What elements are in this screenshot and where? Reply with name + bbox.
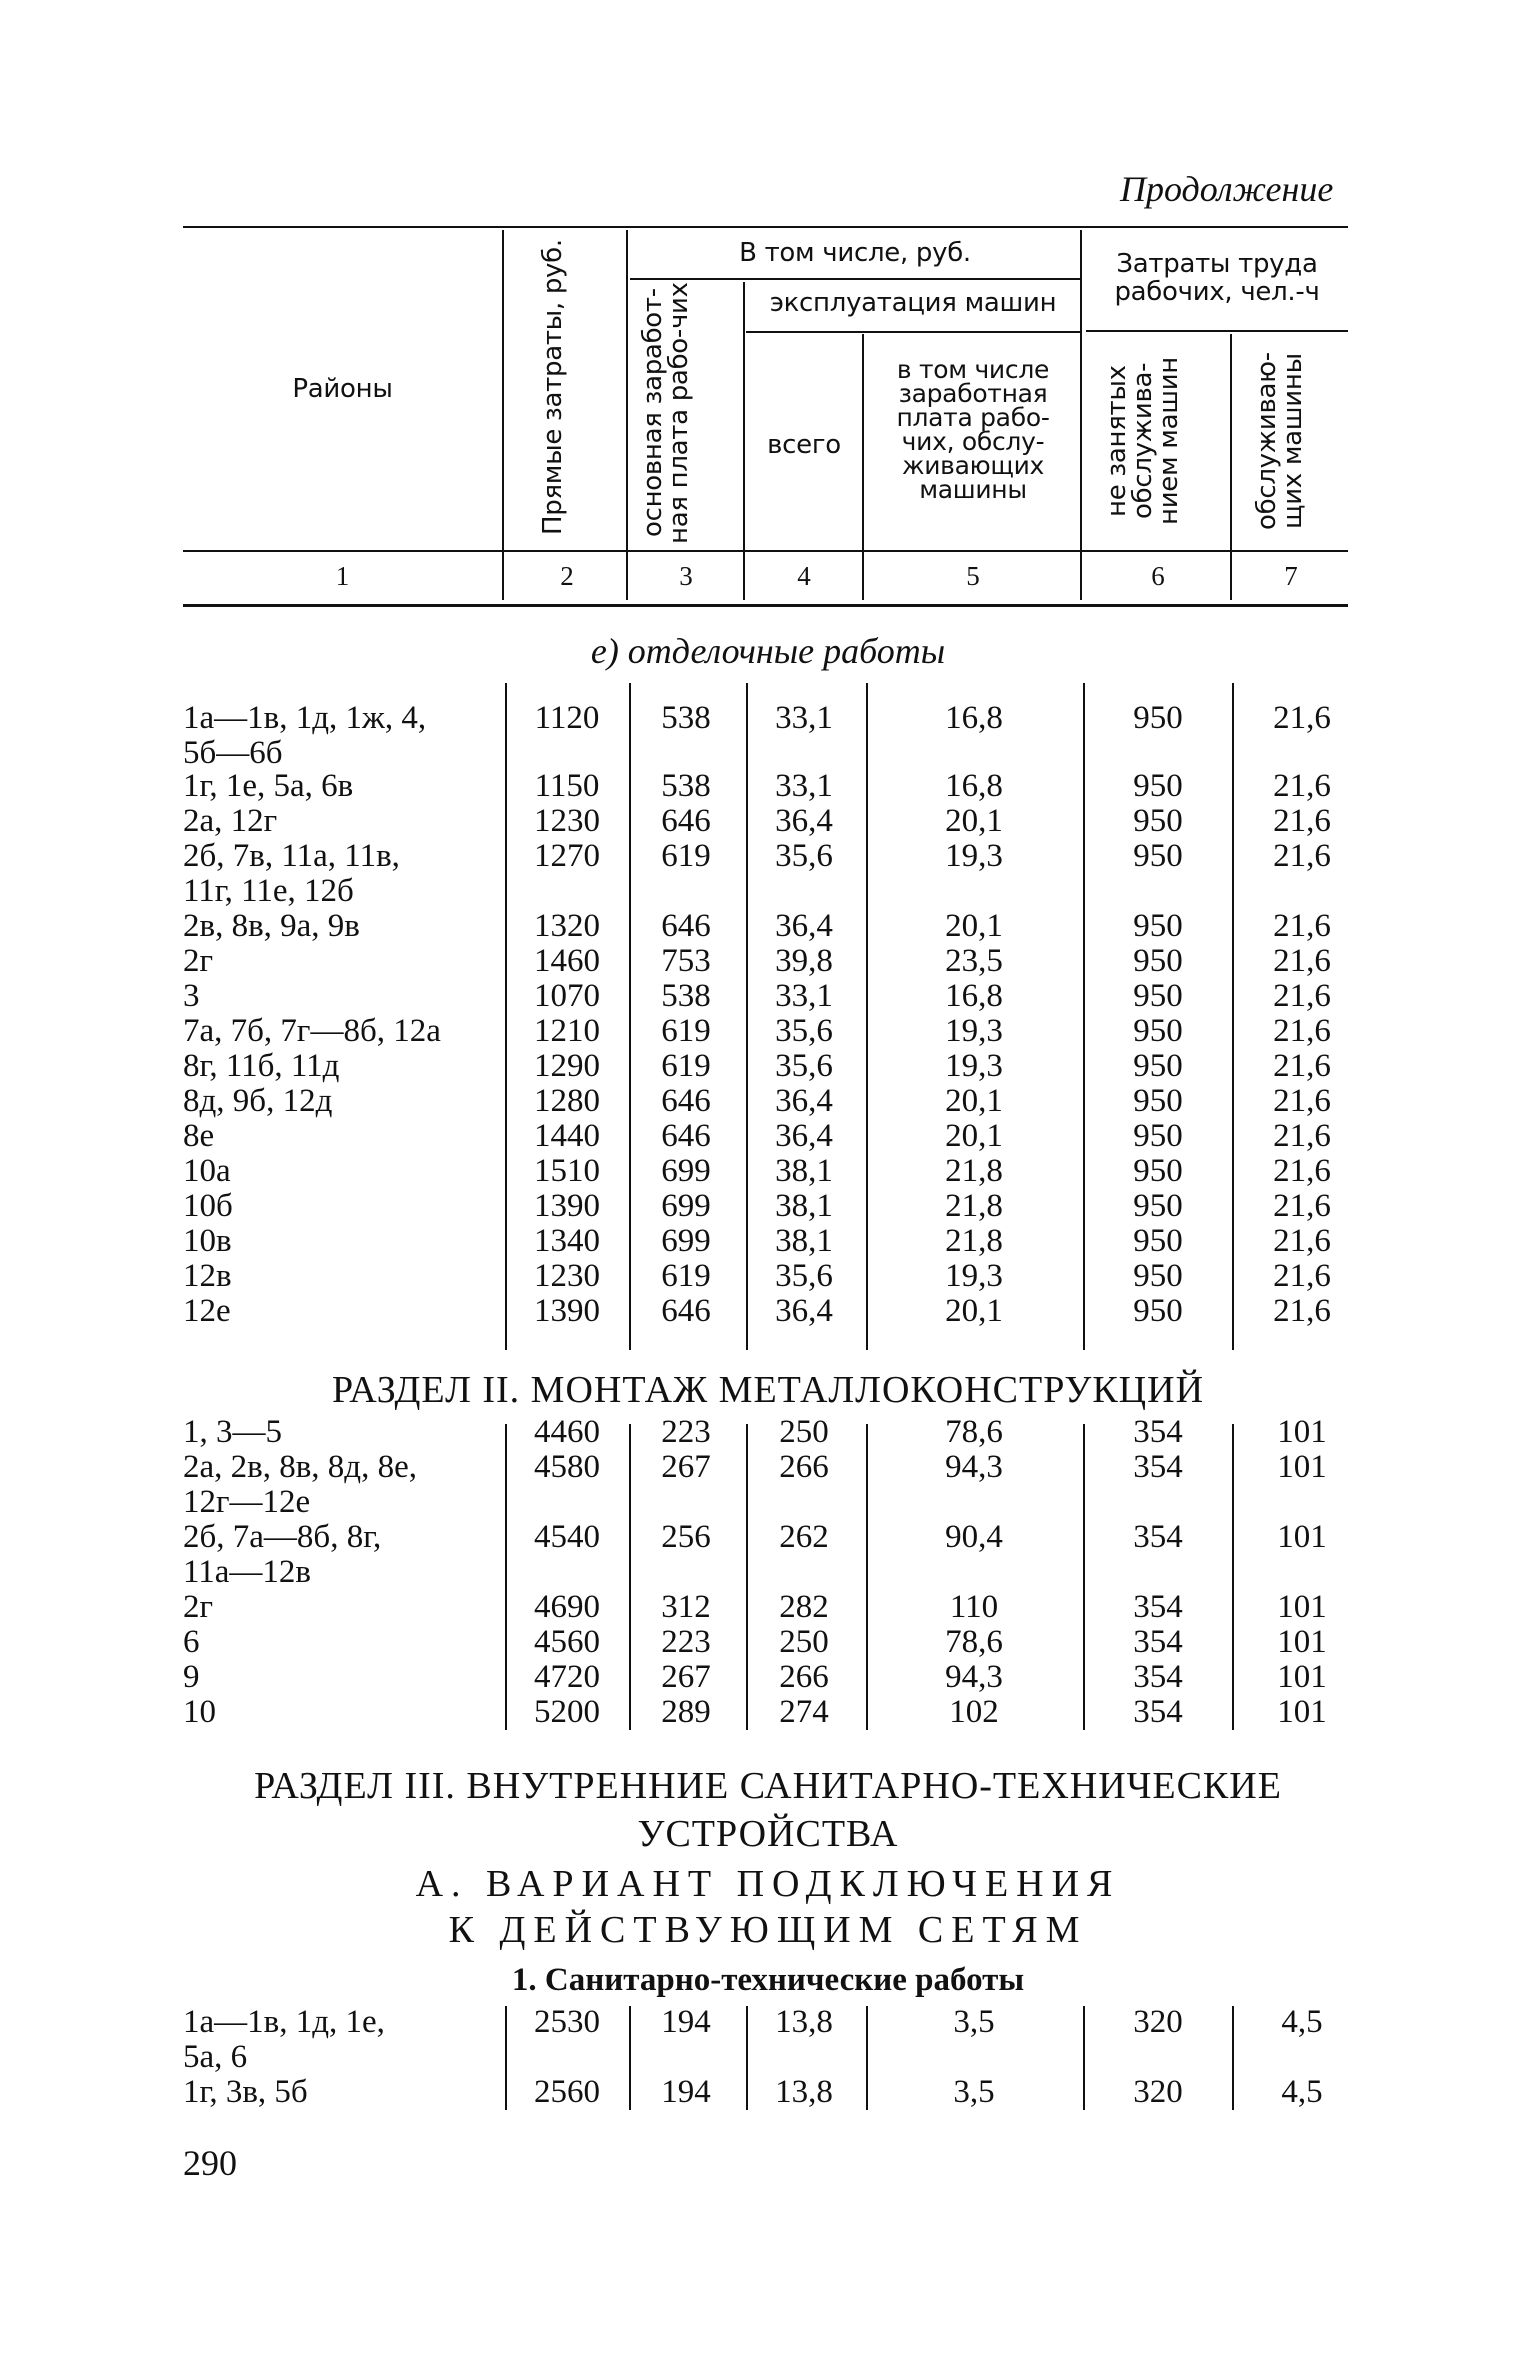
table-row: [0, 768, 1536, 803]
col-number-1: 1: [335, 561, 350, 591]
district-cell: 3: [183, 978, 200, 1014]
value-cell: 646: [661, 1083, 711, 1119]
table-row: [0, 1223, 1536, 1258]
header-labor-costs: Затраты труда рабочих, чел.-ч: [1114, 249, 1320, 307]
value-cell: 194: [661, 2074, 711, 2110]
table-row: [0, 1013, 1536, 1048]
value-cell: 4,5: [1281, 2074, 1323, 2110]
value-cell: 1120: [534, 700, 600, 736]
value-cell: 90,4: [945, 1519, 1003, 1555]
value-cell: 101: [1277, 1414, 1327, 1450]
value-cell: 950: [1133, 768, 1183, 804]
value-cell: 289: [661, 1694, 711, 1730]
value-cell: 101: [1277, 1589, 1327, 1625]
value-cell: 950: [1133, 1293, 1183, 1329]
value-cell: 354: [1133, 1694, 1183, 1730]
value-cell: 35,6: [775, 1013, 833, 1049]
col-divider-3: [743, 282, 745, 600]
col-number-3: 3: [679, 561, 693, 591]
value-cell: 21,6: [1273, 978, 1331, 1014]
value-cell: 1210: [534, 1013, 600, 1049]
table-row: [0, 1414, 1536, 1449]
value-cell: 1440: [534, 1118, 600, 1154]
district-cell: 9: [183, 1659, 200, 1695]
value-cell: 1460: [534, 943, 600, 979]
col-divider-6: [1230, 334, 1232, 600]
district-cell: 2г: [183, 943, 214, 979]
column-rule: [746, 1424, 748, 1730]
value-cell: 4690: [534, 1589, 600, 1625]
value-cell: 38,1: [775, 1153, 833, 1189]
value-cell: 20,1: [945, 803, 1003, 839]
value-cell: 21,6: [1273, 1083, 1331, 1119]
value-cell: 36,4: [775, 1118, 833, 1154]
district-cell: 10: [183, 1694, 216, 1730]
value-cell: 101: [1277, 1659, 1327, 1695]
value-cell: 13,8: [775, 2004, 833, 2040]
value-cell: 950: [1133, 943, 1183, 979]
continuation-label: Продолжение: [1120, 169, 1334, 209]
district-cell: 8д, 9б, 12д: [183, 1083, 333, 1119]
header-base-wage: основная заработ-ная плата рабо-чих: [638, 282, 694, 544]
value-cell: 19,3: [945, 1048, 1003, 1084]
variant-title-line1: А. ВАРИАНТ ПОДКЛЮЧЕНИЯ: [415, 1863, 1121, 1905]
value-cell: 699: [661, 1153, 711, 1189]
col-divider-2: [626, 230, 628, 600]
table-row: [0, 1153, 1536, 1188]
header-machine-operation: эксплуатация машин: [769, 288, 1057, 318]
value-cell: 21,6: [1273, 700, 1331, 736]
value-cell: 950: [1133, 1013, 1183, 1049]
value-cell: 101: [1277, 1694, 1327, 1730]
district-cell: 8е: [183, 1118, 215, 1154]
value-cell: 1280: [534, 1083, 600, 1119]
value-cell: 950: [1133, 1153, 1183, 1189]
value-cell: 619: [661, 1013, 711, 1049]
col-divider-5: [1080, 230, 1082, 600]
column-rule: [1083, 1424, 1085, 1730]
table-row: [0, 1083, 1536, 1118]
value-cell: 274: [779, 1694, 829, 1730]
value-cell: 4460: [534, 1414, 600, 1450]
header-rule-labor: [1086, 330, 1348, 332]
value-cell: 354: [1133, 1589, 1183, 1625]
table-row: [0, 1188, 1536, 1223]
col-number-rule: [183, 604, 1348, 607]
value-cell: 950: [1133, 1258, 1183, 1294]
value-cell: 1230: [534, 803, 600, 839]
table-row: [0, 1449, 1536, 1520]
header-total: всего: [767, 430, 841, 460]
column-rule: [1232, 683, 1234, 1350]
value-cell: 21,6: [1273, 1223, 1331, 1259]
table-row: [0, 908, 1536, 943]
column-rule: [1083, 683, 1085, 1350]
value-cell: 320: [1133, 2004, 1183, 2040]
table-row: [0, 1589, 1536, 1624]
district-cell: 8г, 11б, 11д: [183, 1048, 340, 1084]
district-cell: 2г: [183, 1589, 214, 1625]
column-rule: [866, 2006, 868, 2110]
header-including: В том числе, руб.: [739, 238, 971, 268]
value-cell: 38,1: [775, 1223, 833, 1259]
value-cell: 646: [661, 908, 711, 944]
district-cell: 7а, 7б, 7г—8б, 12а: [183, 1013, 441, 1049]
value-cell: 619: [661, 1048, 711, 1084]
table-row: [0, 978, 1536, 1013]
value-cell: 950: [1133, 1048, 1183, 1084]
table-row: [0, 1624, 1536, 1659]
table-row: [0, 1048, 1536, 1083]
value-cell: 950: [1133, 978, 1183, 1014]
value-cell: 282: [779, 1589, 829, 1625]
value-cell: 78,6: [945, 1624, 1003, 1660]
value-cell: 250: [779, 1624, 829, 1660]
value-cell: 950: [1133, 803, 1183, 839]
value-cell: 19,3: [945, 838, 1003, 874]
value-cell: 36,4: [775, 908, 833, 944]
value-cell: 20,1: [945, 1293, 1003, 1329]
district-cell: 10б: [183, 1188, 233, 1224]
column-rule: [746, 2006, 748, 2110]
value-cell: 619: [661, 838, 711, 874]
table-row: [0, 1293, 1536, 1328]
column-rule: [746, 683, 748, 1350]
value-cell: 250: [779, 1414, 829, 1450]
value-cell: 1320: [534, 908, 600, 944]
value-cell: 21,8: [945, 1188, 1003, 1224]
value-cell: 5200: [534, 1694, 600, 1730]
col-number-7: 7: [1284, 561, 1298, 591]
value-cell: 38,1: [775, 1188, 833, 1224]
col-number-4: 4: [797, 561, 811, 591]
column-rule: [505, 2006, 507, 2110]
header-serving: обслуживаю-щих машины: [1252, 352, 1308, 530]
value-cell: 950: [1133, 908, 1183, 944]
table-row: [0, 700, 1536, 771]
district-cell: 2а, 2в, 8в, 8д, 8е,: [183, 1449, 417, 1485]
district-cell: 2б, 7а—8б, 8г,: [183, 1519, 382, 1555]
col-divider-1: [502, 230, 504, 600]
value-cell: 33,1: [775, 700, 833, 736]
value-cell: 256: [661, 1519, 711, 1555]
header-direct-costs: Прямые затраты, руб.: [538, 239, 568, 535]
value-cell: 101: [1277, 1519, 1327, 1555]
value-cell: 267: [661, 1659, 711, 1695]
value-cell: 1230: [534, 1258, 600, 1294]
value-cell: 4,5: [1281, 2004, 1323, 2040]
value-cell: 21,6: [1273, 1048, 1331, 1084]
value-cell: 20,1: [945, 1118, 1003, 1154]
value-cell: 1150: [534, 768, 600, 804]
district-cell: 1г, 3в, 5б: [183, 2074, 308, 2110]
value-cell: 21,6: [1273, 908, 1331, 944]
header-districts: Районы: [292, 374, 393, 404]
value-cell: 35,6: [775, 1048, 833, 1084]
column-rule: [866, 683, 868, 1350]
value-cell: 36,4: [775, 803, 833, 839]
value-cell: 21,6: [1273, 1118, 1331, 1154]
value-cell: 699: [661, 1188, 711, 1224]
page-number: 290: [183, 2143, 237, 2183]
value-cell: 950: [1133, 838, 1183, 874]
value-cell: 21,6: [1273, 1258, 1331, 1294]
value-cell: 950: [1133, 1083, 1183, 1119]
table-row: [0, 943, 1536, 978]
value-cell: 101: [1277, 1449, 1327, 1485]
column-rule: [629, 683, 631, 1350]
value-cell: 950: [1133, 700, 1183, 736]
value-cell: 4540: [534, 1519, 600, 1555]
value-cell: 78,6: [945, 1414, 1003, 1450]
value-cell: 21,6: [1273, 1293, 1331, 1329]
column-rule: [1083, 2006, 1085, 2110]
value-cell: 3,5: [953, 2074, 995, 2110]
header-incl-wage: в том числе заработная плата рабо-чих, обслу-живающих машины: [896, 355, 1050, 504]
value-cell: 13,8: [775, 2074, 833, 2110]
value-cell: 267: [661, 1449, 711, 1485]
table-row: [0, 1659, 1536, 1694]
district-cell: 6: [183, 1624, 200, 1660]
value-cell: 4560: [534, 1624, 600, 1660]
col-number-6: 6: [1151, 561, 1165, 591]
value-cell: 1070: [534, 978, 600, 1014]
column-rule: [1232, 1424, 1234, 1730]
section-3-sub-title: 1. Санитарно-технические работы: [511, 1962, 1025, 1998]
variant-title-line2: К ДЕЙСТВУЮЩИМ СЕТЯМ: [448, 1909, 1088, 1951]
value-cell: 223: [661, 1414, 711, 1450]
district-cell: 12е: [183, 1293, 231, 1329]
value-cell: 262: [779, 1519, 829, 1555]
district-cell: 10а: [183, 1153, 231, 1189]
value-cell: 20,1: [945, 908, 1003, 944]
value-cell: 354: [1133, 1624, 1183, 1660]
district-cell: 11а—12в: [183, 1554, 312, 1590]
value-cell: 1340: [534, 1223, 600, 1259]
value-cell: 36,4: [775, 1083, 833, 1119]
value-cell: 21,8: [945, 1223, 1003, 1259]
value-cell: 110: [949, 1589, 999, 1625]
value-cell: 21,6: [1273, 1153, 1331, 1189]
value-cell: 312: [661, 1589, 711, 1625]
section-3-title-line2: УСТРОЙСТВА: [637, 1813, 899, 1855]
value-cell: 194: [661, 2004, 711, 2040]
table-row: [0, 1118, 1536, 1153]
value-cell: 23,5: [945, 943, 1003, 979]
value-cell: 266: [779, 1659, 829, 1695]
value-cell: 16,8: [945, 768, 1003, 804]
value-cell: 4720: [534, 1659, 600, 1695]
value-cell: 1390: [534, 1188, 600, 1224]
value-cell: 646: [661, 803, 711, 839]
district-cell: 10в: [183, 1223, 232, 1259]
value-cell: 16,8: [945, 978, 1003, 1014]
value-cell: 21,6: [1273, 838, 1331, 874]
table-row: [0, 1519, 1536, 1590]
district-cell: 1, 3—5: [183, 1414, 282, 1450]
column-rule: [629, 1424, 631, 1730]
table-row: [0, 2074, 1536, 2109]
value-cell: 94,3: [945, 1659, 1003, 1695]
column-rule: [1232, 2006, 1234, 2110]
value-cell: 3,5: [953, 2004, 995, 2040]
value-cell: 16,8: [945, 700, 1003, 736]
value-cell: 354: [1133, 1519, 1183, 1555]
table-row: [0, 1694, 1536, 1729]
value-cell: 20,1: [945, 1083, 1003, 1119]
value-cell: 19,3: [945, 1013, 1003, 1049]
value-cell: 35,6: [775, 838, 833, 874]
value-cell: 1390: [534, 1293, 600, 1329]
value-cell: 2560: [534, 2074, 600, 2110]
header-not-busy: не занятых обслужива-нием машин: [1102, 357, 1184, 526]
section-2-title: РАЗДЕЛ II. МОНТАЖ МЕТАЛЛОКОНСТРУКЦИЙ: [331, 1369, 1205, 1411]
value-cell: 950: [1133, 1118, 1183, 1154]
value-cell: 1510: [534, 1153, 600, 1189]
table-row: [0, 838, 1536, 909]
col-number-5: 5: [966, 561, 980, 591]
value-cell: 102: [949, 1694, 999, 1730]
district-cell: 11г, 11е, 12б: [183, 873, 354, 909]
section-3-title-line1: РАЗДЕЛ III. ВНУТРЕННИЕ САНИТАРНО-ТЕХНИЧЕСКИЕ: [254, 1765, 1282, 1807]
district-cell: 12г—12е: [183, 1484, 311, 1520]
value-cell: 699: [661, 1223, 711, 1259]
value-cell: 21,8: [945, 1153, 1003, 1189]
value-cell: 21,6: [1273, 768, 1331, 804]
value-cell: 354: [1133, 1659, 1183, 1695]
value-cell: 266: [779, 1449, 829, 1485]
value-cell: 21,6: [1273, 943, 1331, 979]
header-rule-bottom: [183, 550, 1348, 552]
value-cell: 1270: [534, 838, 600, 874]
value-cell: 538: [661, 978, 711, 1014]
value-cell: 950: [1133, 1223, 1183, 1259]
value-cell: 223: [661, 1624, 711, 1660]
table-row: [0, 803, 1536, 838]
value-cell: 21,6: [1273, 1188, 1331, 1224]
column-rule: [629, 2006, 631, 2110]
table-row: [0, 1258, 1536, 1293]
value-cell: 101: [1277, 1624, 1327, 1660]
value-cell: 21,6: [1273, 1013, 1331, 1049]
col-number-2: 2: [560, 561, 574, 591]
district-cell: 1а—1в, 1д, 1е,: [183, 2004, 385, 2040]
value-cell: 646: [661, 1118, 711, 1154]
value-cell: 2530: [534, 2004, 600, 2040]
district-cell: 2б, 7в, 11а, 11в,: [183, 838, 400, 874]
value-cell: 646: [661, 1293, 711, 1329]
value-cell: 354: [1133, 1414, 1183, 1450]
column-rule: [866, 1424, 868, 1730]
district-cell: 1г, 1е, 5а, 6в: [183, 768, 354, 804]
value-cell: 33,1: [775, 978, 833, 1014]
value-cell: 753: [661, 943, 711, 979]
column-rule: [505, 683, 507, 1350]
district-cell: 1а—1в, 1д, 1ж, 4,: [183, 700, 427, 736]
value-cell: 354: [1133, 1449, 1183, 1485]
value-cell: 33,1: [775, 768, 833, 804]
value-cell: 39,8: [775, 943, 833, 979]
header-rule-inner: [630, 278, 1080, 280]
value-cell: 36,4: [775, 1293, 833, 1329]
district-cell: 12в: [183, 1258, 232, 1294]
value-cell: 538: [661, 768, 711, 804]
value-cell: 21,6: [1273, 803, 1331, 839]
district-cell: 2а, 12г: [183, 803, 278, 839]
section-e-title: е) отделочные работы: [590, 631, 946, 671]
column-rule: [505, 1424, 507, 1730]
header-rule-machine: [746, 331, 1080, 333]
value-cell: 35,6: [775, 1258, 833, 1294]
value-cell: 1290: [534, 1048, 600, 1084]
value-cell: 619: [661, 1258, 711, 1294]
district-cell: 5а, 6: [183, 2039, 248, 2075]
value-cell: 4580: [534, 1449, 600, 1485]
value-cell: 320: [1133, 2074, 1183, 2110]
value-cell: 538: [661, 700, 711, 736]
value-cell: 94,3: [945, 1449, 1003, 1485]
col-divider-4: [862, 334, 864, 600]
value-cell: 19,3: [945, 1258, 1003, 1294]
district-cell: 5б—6б: [183, 735, 283, 771]
table-row: [0, 2004, 1536, 2075]
district-cell: 2в, 8в, 9а, 9в: [183, 908, 360, 944]
header-top-rule: [183, 226, 1348, 228]
value-cell: 950: [1133, 1188, 1183, 1224]
